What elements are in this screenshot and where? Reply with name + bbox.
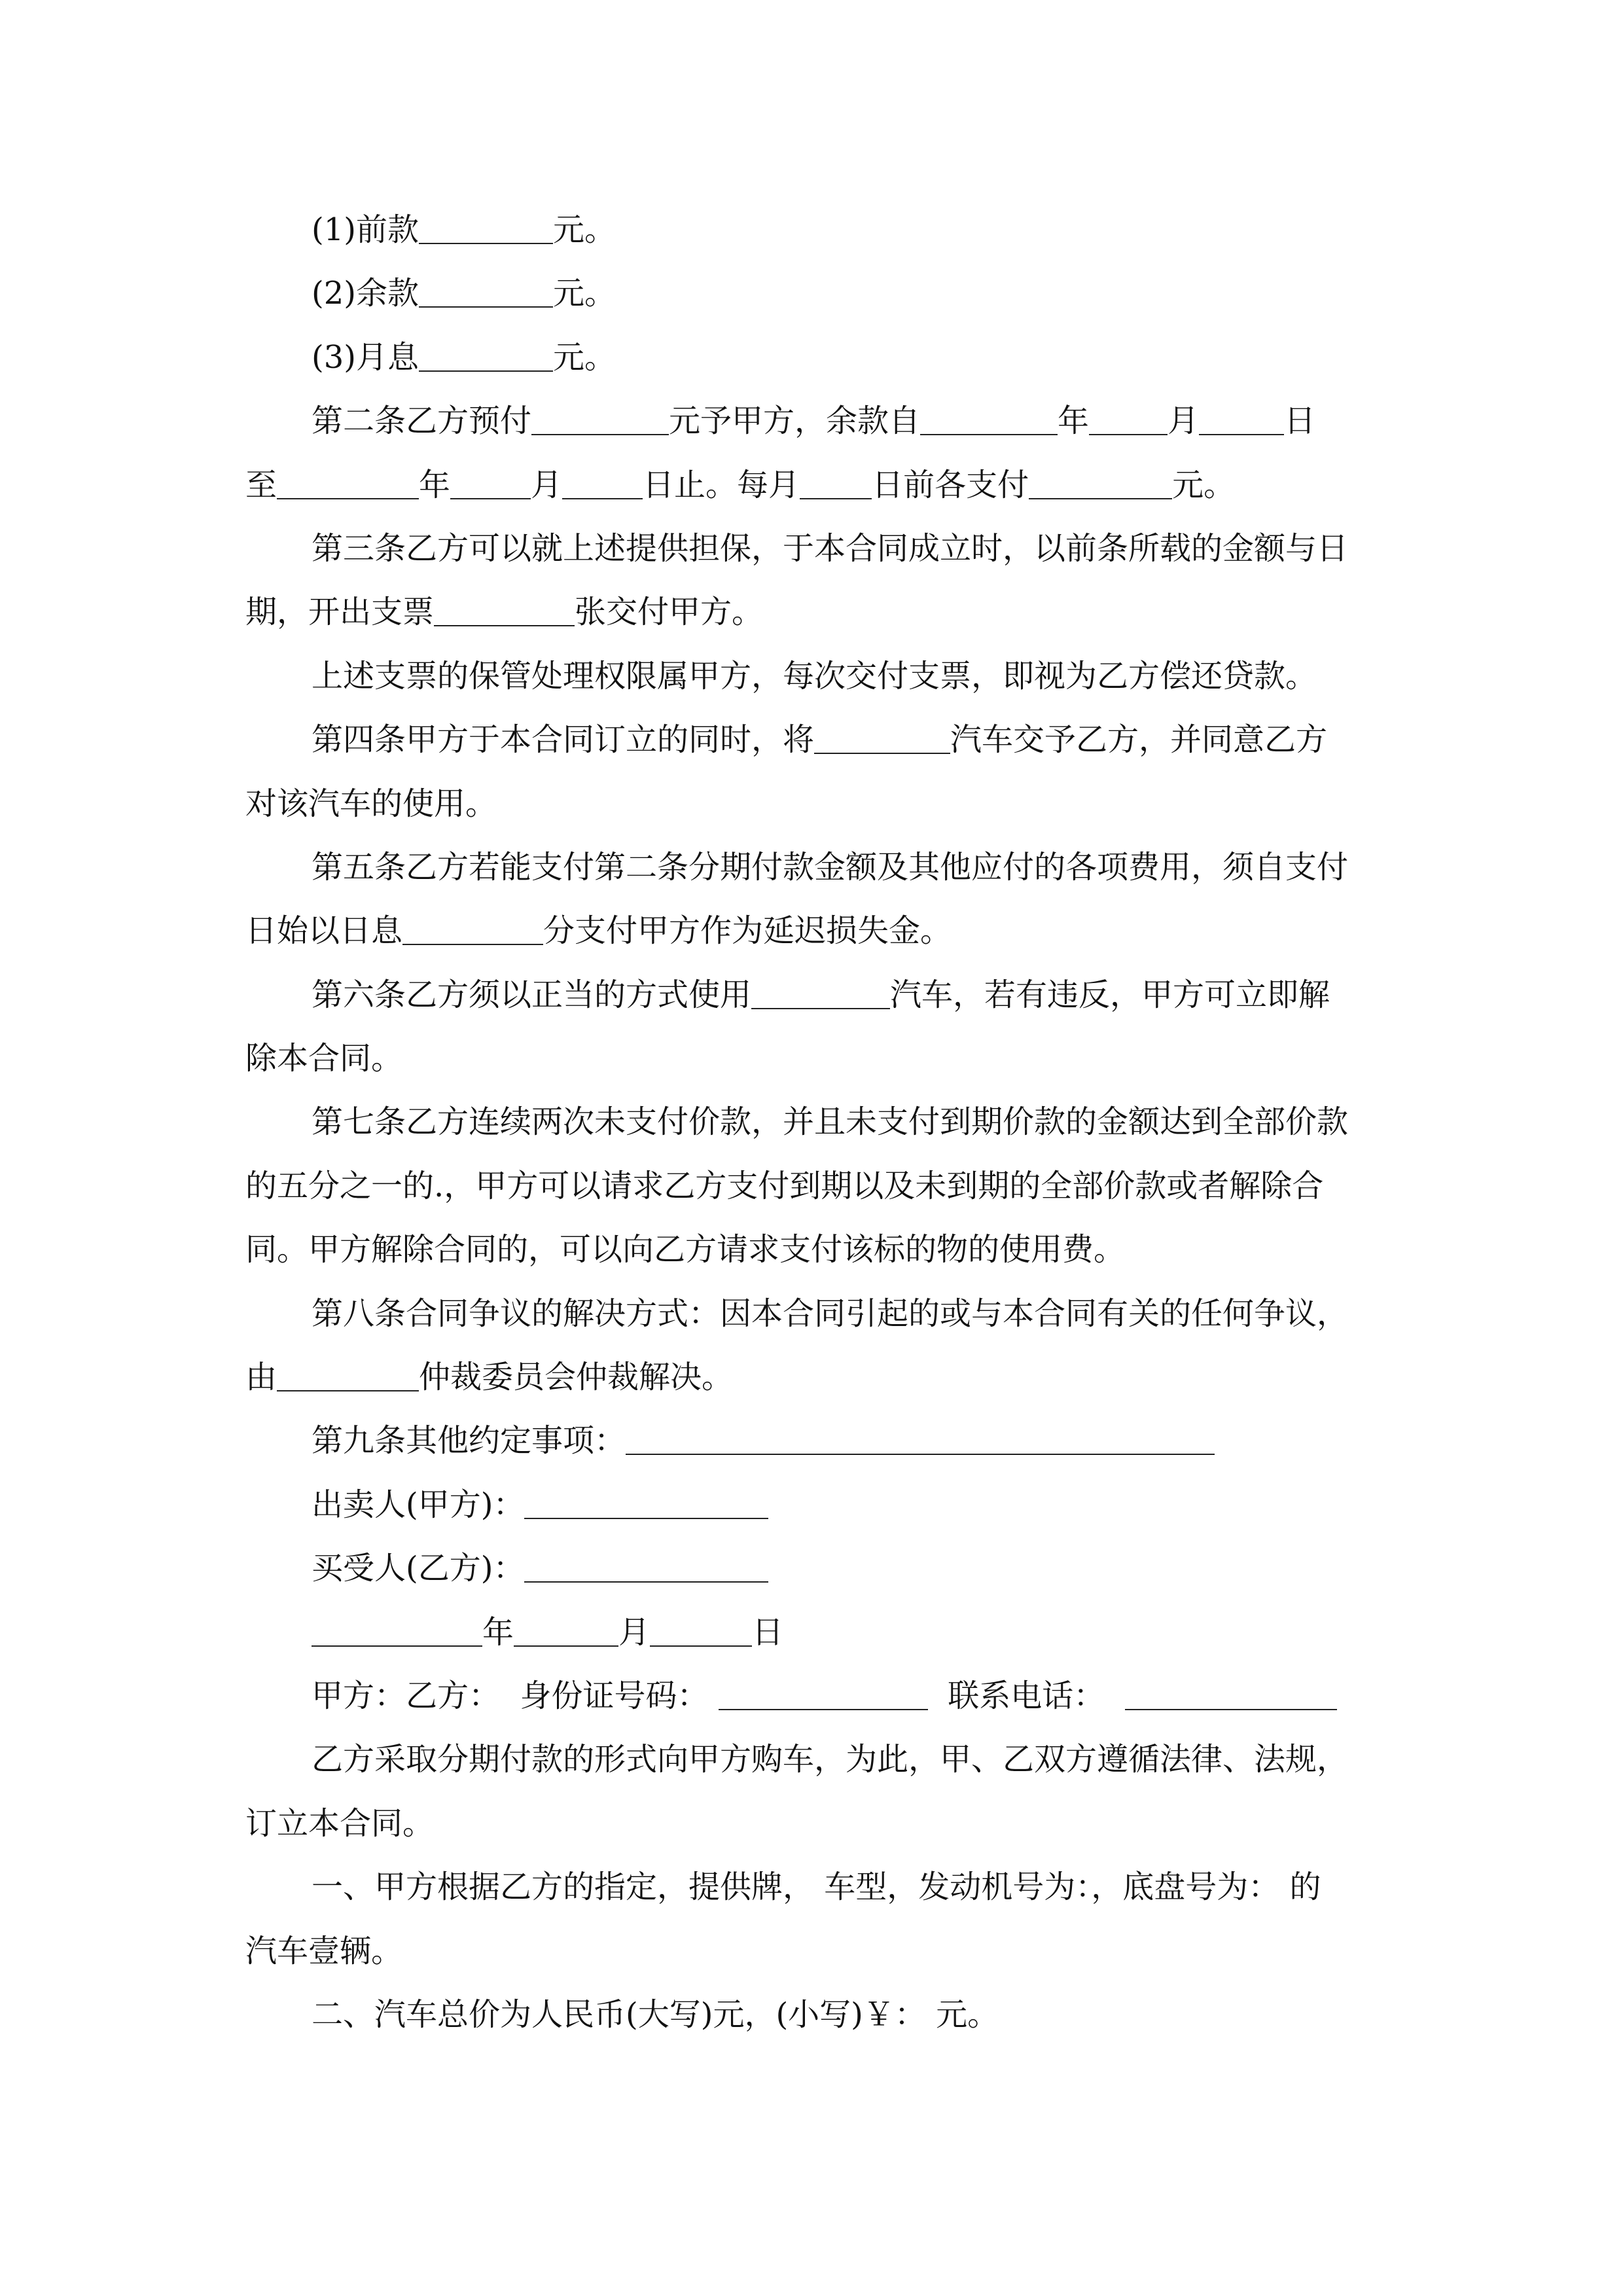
fill-in-blank[interactable]: [751, 982, 890, 1009]
line-text: 仲裁委员会仲裁解决。: [419, 1359, 734, 1396]
line-text: 期，开出支票: [245, 594, 435, 631]
line-text: 第八条合同争议的解决方式：因本合同引起的或与本合同有关的任何争议，: [312, 1295, 1349, 1332]
fill-in-blank[interactable]: [419, 217, 553, 244]
line-text: 第六条乙方须以正当的方式使用: [312, 976, 752, 1013]
text-line: [245, 645, 1397, 708]
line-text: 张交付甲方。: [575, 594, 764, 631]
line-text: 甲方：乙方： 身份证号码：: [312, 1677, 719, 1714]
line-text: 分支付甲方作为延迟损失金。: [543, 912, 952, 950]
text-line: [245, 1920, 1397, 1983]
text-line: [245, 326, 1397, 389]
line-text: 第四条甲方于本合同订立的同时，将: [312, 721, 815, 759]
text-line: [245, 772, 1397, 836]
fill-in-blank[interactable]: [277, 472, 419, 499]
line-text: (3)月息: [312, 338, 419, 376]
line-text: 第七条乙方连续两次未支付价款，并且未支付到期价款的金额达到全部价款: [312, 1103, 1349, 1141]
fill-in-blank[interactable]: [514, 1619, 618, 1647]
fill-in-blank[interactable]: [920, 408, 1058, 435]
text-line: [245, 1346, 1397, 1409]
line-text: 一、甲方根据乙方的指定，提供牌， 车型，发动机号为：，底盘号为： 的: [312, 1869, 1321, 1906]
line-text: 月: [531, 466, 563, 503]
text-line: [245, 1027, 1397, 1090]
text-line: [245, 1728, 1397, 1791]
text-line: [245, 836, 1397, 899]
text-line: [245, 1792, 1397, 1856]
fill-in-blank[interactable]: [1199, 408, 1284, 435]
line-text: 第九条其他约定事项：: [312, 1422, 626, 1460]
line-text: 第二条乙方预付: [312, 403, 532, 440]
fill-in-blank[interactable]: [626, 1427, 1215, 1455]
line-text: 日始以日息: [245, 912, 403, 950]
text-line: [245, 708, 1397, 772]
text-line: [245, 517, 1397, 581]
text-line: [245, 262, 1397, 325]
line-text: 年: [419, 466, 451, 503]
fill-in-blank[interactable]: [524, 1555, 768, 1583]
text-line: [245, 581, 1397, 644]
fill-in-blank[interactable]: [1089, 408, 1168, 435]
text-line: [245, 1664, 1397, 1728]
line-text: 对该汽车的使用。: [245, 785, 497, 822]
text-line: [245, 1282, 1397, 1346]
fill-in-blank[interactable]: [419, 344, 553, 372]
line-text: 乙方采取分期付款的形式向甲方购车，为此，甲、乙双方遵循法律、法规，: [312, 1741, 1349, 1778]
fill-in-blank[interactable]: [719, 1683, 928, 1710]
line-text: 年: [1058, 403, 1090, 440]
text-line: [245, 1601, 1397, 1664]
fill-in-blank[interactable]: [531, 408, 669, 435]
fill-in-blank[interactable]: [419, 280, 553, 308]
text-line: [245, 1983, 1397, 2047]
line-text: 的五分之一的.，甲方可以请求乙方支付到期以及未到期的全部价款或者解除合: [245, 1167, 1324, 1204]
line-text: 日止。每月: [643, 466, 800, 503]
text-line: [245, 1218, 1397, 1282]
line-text: 至: [245, 466, 277, 503]
line-text: 除本合同。: [245, 1040, 403, 1077]
text-line: [245, 1537, 1397, 1600]
line-text: 日: [752, 1613, 784, 1651]
line-text: 同。甲方解除合同的，可以向乙方请求支付该标的物的使用费。: [245, 1231, 1126, 1268]
line-text: 第五条乙方若能支付第二条分期付款金额及其他应付的各项费用，须自支付: [312, 848, 1349, 886]
text-line: [245, 899, 1397, 963]
line-text: 订立本合同。: [245, 1804, 435, 1842]
line-text: 二、汽车总价为人民币(大写)元，(小写)￥： 元。: [312, 1996, 999, 2033]
text-line: [245, 1155, 1397, 1218]
fill-in-blank[interactable]: [562, 472, 643, 499]
line-text: 元。: [553, 275, 616, 312]
fill-in-blank[interactable]: [277, 1364, 419, 1391]
line-text: 由: [245, 1359, 277, 1396]
line-text: 元。: [553, 211, 616, 248]
line-text: 年: [482, 1613, 514, 1651]
fill-in-blank[interactable]: [450, 472, 531, 499]
fill-in-blank[interactable]: [524, 1492, 768, 1519]
line-text: 日: [1284, 403, 1316, 440]
line-text: 月: [1168, 403, 1200, 440]
fill-in-blank[interactable]: [650, 1619, 752, 1647]
line-text: 月: [618, 1613, 651, 1651]
fill-in-blank[interactable]: [312, 1619, 482, 1647]
text-line: [245, 1409, 1397, 1473]
line-text: 第三条乙方可以就上述提供担保，于本合同成立时，以前条所载的金额与日: [312, 529, 1349, 567]
line-text: 上述支票的保管处理权限属甲方，每次交付支票，即视为乙方偿还贷款。: [312, 657, 1317, 694]
line-text: 元。: [1172, 466, 1236, 503]
fill-in-blank[interactable]: [434, 599, 575, 626]
contract-document: [245, 198, 1397, 2047]
fill-in-blank[interactable]: [1125, 1683, 1337, 1710]
line-text: 买受人(乙方)：: [312, 1550, 525, 1587]
line-text: 汽车，若有违反，甲方可立即解: [890, 976, 1330, 1013]
line-text: 日前各支付: [872, 466, 1029, 503]
line-text: 元予甲方，余款自: [669, 403, 921, 440]
line-text: 汽车交予乙方，并同意乙方: [950, 721, 1328, 759]
fill-in-blank[interactable]: [402, 918, 543, 945]
text-line: [245, 1856, 1397, 1919]
line-text: 联系电话：: [927, 1677, 1125, 1714]
text-line: [245, 1090, 1397, 1154]
line-text: 元。: [553, 338, 616, 376]
line-text: 汽车壹辆。: [245, 1932, 403, 1969]
text-line: [245, 389, 1397, 453]
text-line: [245, 454, 1397, 517]
fill-in-blank[interactable]: [800, 472, 872, 499]
line-text: (2)余款: [312, 275, 419, 312]
line-text: 出卖人(甲方)：: [312, 1486, 525, 1523]
line-text: (1)前款: [312, 211, 419, 248]
fill-in-blank[interactable]: [814, 726, 950, 754]
text-line: [245, 198, 1397, 262]
text-line: [245, 1473, 1397, 1537]
text-line: [245, 963, 1397, 1027]
fill-in-blank[interactable]: [1029, 472, 1172, 499]
